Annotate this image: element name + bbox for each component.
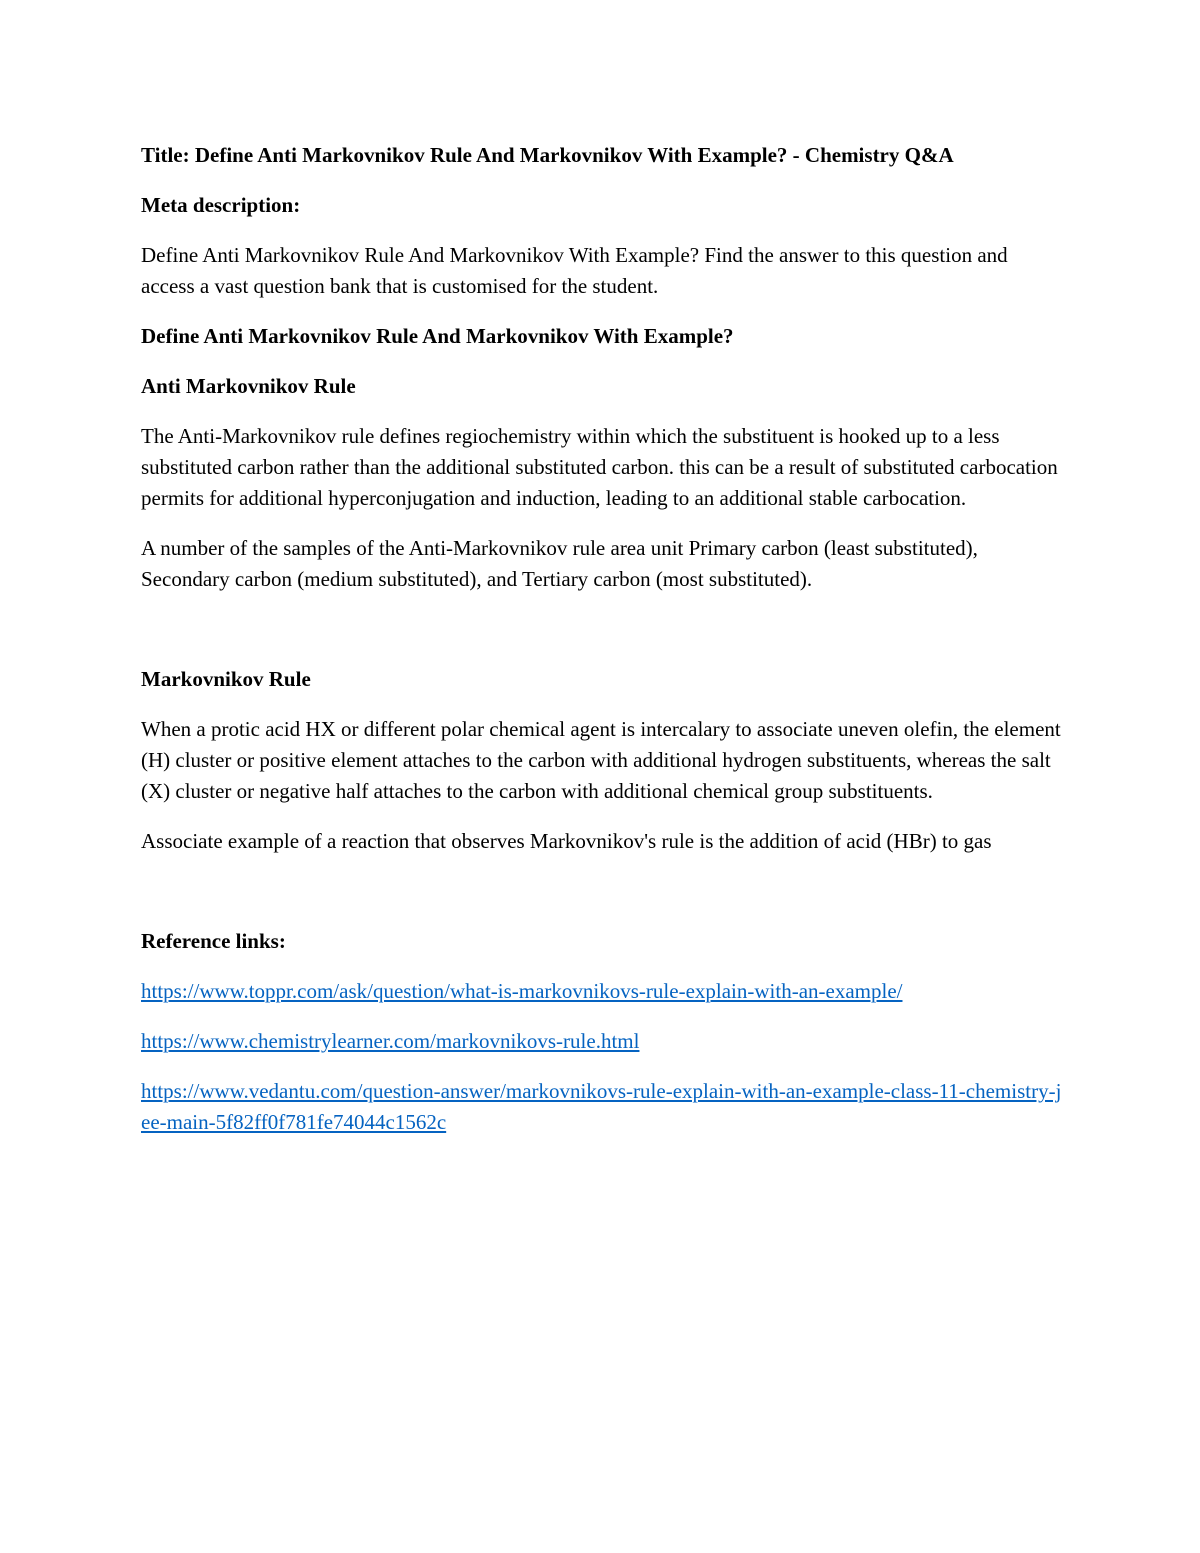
reference-link-toppr[interactable]: https://www.toppr.com/ask/question/what-is-markovnikovs-rule-explain-with-an-example/ (141, 979, 903, 1003)
reference-link-item (141, 976, 1066, 1007)
document-body (141, 140, 1066, 1157)
anti-markovnikov-paragraph-1: The Anti-Markovnikov rule defines regiochemistry within which the substituent is hooked up to a less substituted carbon rather than the additional substituted carbon. this can be a result of substituted carbocation permits for additional hyperconjugation and induction, leading to an additional stable carbocation. (141, 424, 1058, 510)
markovnikov-paragraph-1: When a protic acid HX or different polar chemical agent is intercalary to associate uneven olefin, the element (H) cluster or positive element attaches to the carbon with additional hydrogen substituents, whereas the salt (X) cluster or negative half attaches to the carbon with additional chemical group substituents. (141, 717, 1061, 803)
reference-link-chemistrylearner[interactable]: https://www.chemistrylearner.com/markovnikovs-rule.html (141, 1029, 640, 1053)
markovnikov-heading: Markovnikov Rule (141, 667, 311, 691)
reference-link-vedantu[interactable]: https://www.vedantu.com/question-answer/markovnikovs-rule-explain-with-an-example-class-11-chemistry-jee-main-5f82ff0f781fe74044c1562c (141, 1079, 1062, 1134)
meta-description-label: Meta description: (141, 193, 301, 217)
document-title: Title: Define Anti Markovnikov Rule And Markovnikov With Example? - Chemistry Q&A (141, 143, 954, 167)
question-heading: Define Anti Markovnikov Rule And Markovnikov With Example? (141, 324, 734, 348)
anti-markovnikov-heading: Anti Markovnikov Rule (141, 374, 356, 398)
meta-description-text: Define Anti Markovnikov Rule And Markovnikov With Example? Find the answer to this question and access a vast question bank that is customised for the student. (141, 243, 1008, 298)
markovnikov-paragraph-2: Associate example of a reaction that observes Markovnikov's rule is the addition of acid (HBr) to gas (141, 829, 992, 853)
reference-link-item (141, 1076, 1066, 1138)
anti-markovnikov-paragraph-2: A number of the samples of the Anti-Markovnikov rule area unit Primary carbon (least substituted), Secondary carbon (medium substituted), and Tertiary carbon (most substituted). (141, 536, 978, 591)
reference-links-label: Reference links: (141, 929, 286, 953)
reference-link-item (141, 1026, 1066, 1057)
